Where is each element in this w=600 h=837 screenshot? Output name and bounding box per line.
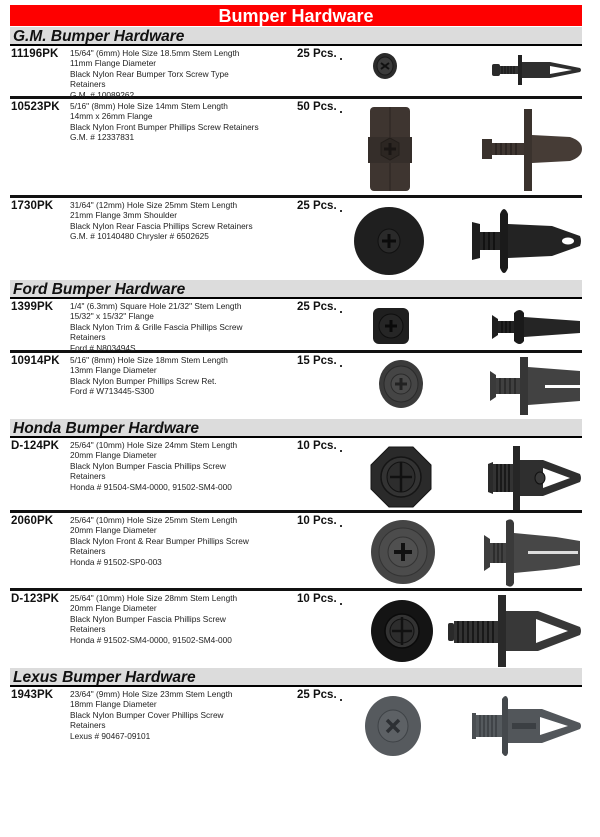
section-heading-gm: G.M. Bumper Hardware <box>10 27 582 46</box>
round-phillips-retainer-top-view-icon <box>370 519 436 585</box>
round-phillips-retainer-top-view-icon <box>378 359 424 409</box>
product-row-11196PK <box>10 46 582 99</box>
quantity: 25 Pcs. <box>297 48 337 60</box>
retainer-side-view-icon <box>448 595 582 667</box>
quantity: 15 Pcs. <box>297 355 337 367</box>
quantity: 50 Pcs. <box>297 101 337 113</box>
quantity: 10 Pcs. <box>297 593 337 605</box>
quantity: 10 Pcs. <box>297 515 337 527</box>
product-row-D-123PK <box>10 591 582 668</box>
part-number: 2060PK <box>11 515 54 527</box>
round-phillips-retainer-top-view-icon <box>364 695 422 757</box>
large-round-phillips-retainer-top-view-icon <box>353 206 425 276</box>
part-number: 1943PK <box>11 689 54 701</box>
rectangular-flange-retainer-top-view-icon <box>368 107 412 191</box>
product-row-D-124PK <box>10 438 582 513</box>
quantity: 10 Pcs. <box>297 440 337 452</box>
retainer-side-view-icon <box>472 204 582 278</box>
retainer-side-view-icon <box>490 357 582 415</box>
retainer-side-view-icon <box>482 109 582 191</box>
section-heading-honda: Honda Bumper Hardware <box>10 419 582 438</box>
product-row-1943PK <box>10 687 582 777</box>
product-row-10914PK <box>10 353 582 419</box>
product-description: 31/64" (12mm) Hole Size 25mm Stem Length 21mm Flange 3mm Shoulder Black Nylon Rear Fascia Phillips Screw Retainers G.M. # 10140480 Chrysler # 6502625 <box>70 200 253 242</box>
part-number: 1399PK <box>11 301 54 313</box>
quantity: 25 Pcs. <box>297 200 337 212</box>
retainer-side-view-icon <box>492 54 582 86</box>
product-description: 5/16" (8mm) Hole Size 14mm Stem Length 14mm x 26mm Flange Black Nylon Front Bumper Phillips Screw Retainers G.M. # 12337831 <box>70 101 259 143</box>
product-description: 15/64" (6mm) Hole Size 18.5mm Stem Length 11mm Flange Diameter Black Nylon Rear Bumper Torx Screw Type Retainers G.M. # 10089262 <box>70 48 240 100</box>
section-heading-ford: Ford Bumper Hardware <box>10 280 582 299</box>
product-description: 25/64" (10mm) Hole Size 24mm Stem Length 20mm Flange Diameter Black Nylon Bumper Fascia Phillips Screw Retainers Honda # 91504-SM4-0000, 91502-SM4-000 <box>70 440 238 492</box>
product-row-10523PK <box>10 99 582 198</box>
retainer-side-view-icon <box>492 307 582 347</box>
product-description: 1/4" (6.3mm) Square Hole 21/32" Stem Length 15/32" x 15/32" Flange Black Nylon Trim & Grille Fascia Phillips Screw Retainers Ford # N803494S <box>70 301 243 353</box>
product-description: 25/64" (10mm) Hole Size 28mm Stem Length 20mm Flange Diameter Black Nylon Bumper Fascia Phillips Screw Retainers Honda # 91502-SM4-0000, 91502-SM4-000 <box>70 593 238 645</box>
part-number: 1730PK <box>11 200 54 212</box>
part-number: D-123PK <box>11 593 59 605</box>
product-row-2060PK <box>10 513 582 591</box>
section-heading-lexus: Lexus Bumper Hardware <box>10 668 582 687</box>
product-description: 25/64" (10mm) Hole Size 25mm Stem Length 20mm Flange Diameter Black Nylon Front & Rear Bumper Phillips Screw Retainers Honda # 91502-SP0-003 <box>70 515 249 567</box>
retainer-side-view-icon <box>472 693 582 759</box>
part-number: 11196PK <box>11 48 59 60</box>
product-row-1730PK <box>10 198 582 280</box>
quantity: 25 Pcs. <box>297 689 337 701</box>
octagonal-phillips-retainer-top-view-icon <box>370 446 432 508</box>
retainer-side-view-icon <box>488 446 582 510</box>
part-number: 10914PK <box>11 355 60 367</box>
part-number: D-124PK <box>11 440 59 452</box>
product-description: 23/64" (9mm) Hole Size 23mm Stem Length 18mm Flange Diameter Black Nylon Bumper Cover Phillips Screw Retainers Lexus # 90467-09101 <box>70 689 233 741</box>
product-description: 5/16" (8mm) Hole Size 18mm Stem Length 13mm Flange Diameter Black Nylon Bumper Phillips Screw Ret. Ford # W713445-S300 <box>70 355 228 397</box>
catalog-page <box>10 5 582 777</box>
round-phillips-retainer-top-view-icon <box>370 599 434 663</box>
page-title: Bumper Hardware <box>10 5 582 27</box>
round-torx-retainer-top-view-icon <box>372 52 398 80</box>
part-number: 10523PK <box>11 101 60 113</box>
retainer-side-view-icon <box>484 517 582 589</box>
quantity: 25 Pcs. <box>297 301 337 313</box>
product-row-1399PK <box>10 299 582 353</box>
square-phillips-retainer-top-view-icon <box>372 307 410 345</box>
